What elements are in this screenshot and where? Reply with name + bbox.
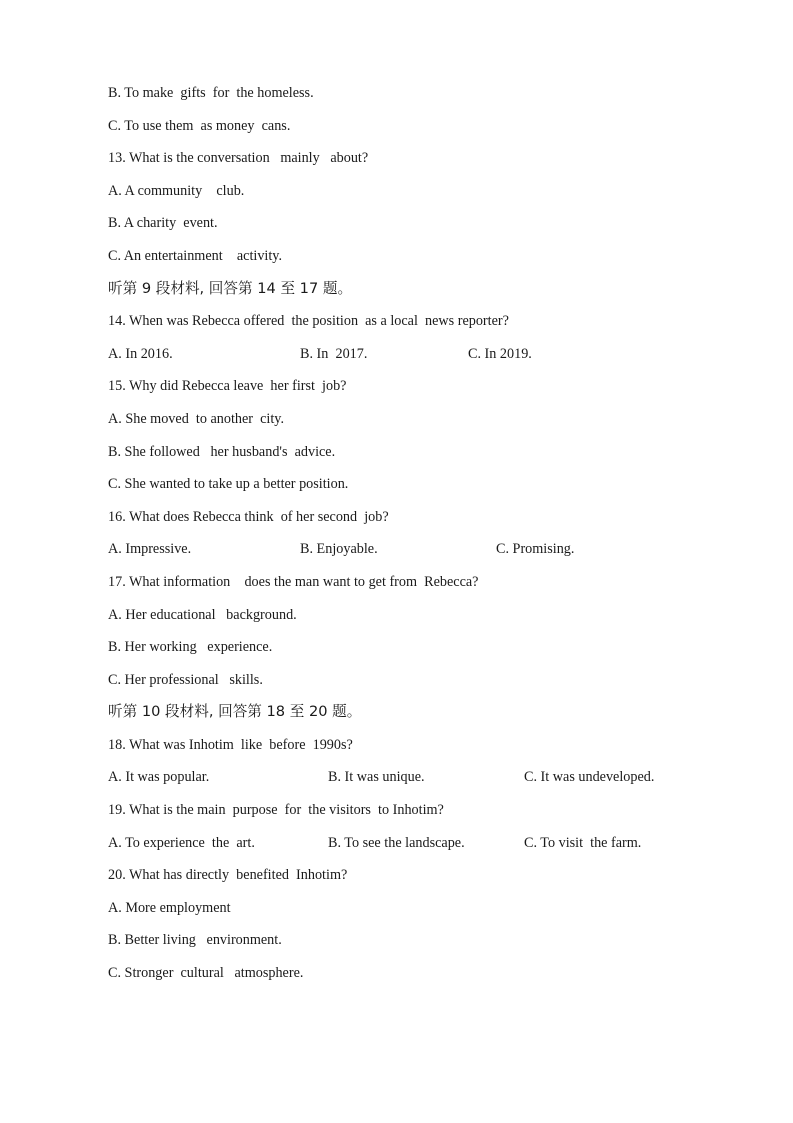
option-b-q13: B. A charity event. bbox=[108, 215, 218, 232]
option-a-q18: A. It was popular. bbox=[108, 769, 210, 786]
options-q14 bbox=[108, 344, 748, 377]
question-16: 16. What does Rebecca think of her second job? bbox=[108, 508, 389, 525]
option-c-q17: C. Her professional skills. bbox=[108, 671, 263, 688]
options-q19 bbox=[108, 833, 748, 866]
question-13: 13. What is the conversation mainly about? bbox=[108, 150, 369, 167]
option-c-q18: C. It was undeveloped. bbox=[524, 769, 655, 786]
option-a-q13: A. A community club. bbox=[108, 182, 245, 199]
option-a-q14: A. In 2016. bbox=[108, 345, 173, 362]
option-a-q15: A. She moved to another city. bbox=[108, 410, 284, 427]
section-9-heading: 听第 9 段材料, 回答第 14 至 17 题。 bbox=[108, 279, 353, 297]
option-c-q20: C. Stronger cultural atmosphere. bbox=[108, 965, 304, 982]
document-page bbox=[108, 83, 748, 996]
option-a-q19: A. To experience the art. bbox=[108, 834, 255, 851]
option-b-q20: B. Better living environment. bbox=[108, 932, 282, 949]
option-b-q15: B. She followed her husband's advice. bbox=[108, 443, 336, 460]
option-c-q13: C. An entertainment activity. bbox=[108, 247, 283, 264]
question-17: 17. What information does the man want to get from Rebecca? bbox=[108, 573, 479, 590]
question-20: 20. What has directly benefited Inhotim? bbox=[108, 867, 348, 884]
option-a-q17: A. Her educational background. bbox=[108, 606, 297, 623]
question-14: 14. When was Rebecca offered the position as a local news reporter? bbox=[108, 313, 509, 330]
option-b-q12: B. To make gifts for the homeless. bbox=[108, 85, 314, 101]
option-c-q12: C. To use them as money cans. bbox=[108, 117, 291, 134]
option-c-q15: C. She wanted to take up a better position. bbox=[108, 476, 349, 493]
option-b-q17: B. Her working experience. bbox=[108, 639, 273, 656]
option-b-q19: B. To see the landscape. bbox=[328, 834, 465, 851]
option-b-q16: B. Enjoyable. bbox=[300, 541, 378, 558]
option-c-q19: C. To visit the farm. bbox=[524, 834, 642, 851]
option-a-q20: A. More employment bbox=[108, 899, 231, 916]
options-q18 bbox=[108, 767, 748, 800]
question-19: 19. What is the main purpose for the visitors to Inhotim? bbox=[108, 802, 444, 819]
option-c-q16: C. Promising. bbox=[496, 541, 575, 558]
option-a-q16: A. Impressive. bbox=[108, 541, 192, 558]
option-b-q18: B. It was unique. bbox=[328, 769, 425, 786]
option-c-q14: C. In 2019. bbox=[468, 345, 532, 362]
option-b-q14: B. In 2017. bbox=[300, 345, 368, 362]
question-15: 15. Why did Rebecca leave her first job? bbox=[108, 378, 347, 395]
options-q16 bbox=[108, 539, 748, 572]
question-18: 18. What was Inhotim like before 1990s? bbox=[108, 736, 353, 753]
section-10-heading: 听第 10 段材料, 回答第 18 至 20 题。 bbox=[108, 703, 362, 721]
